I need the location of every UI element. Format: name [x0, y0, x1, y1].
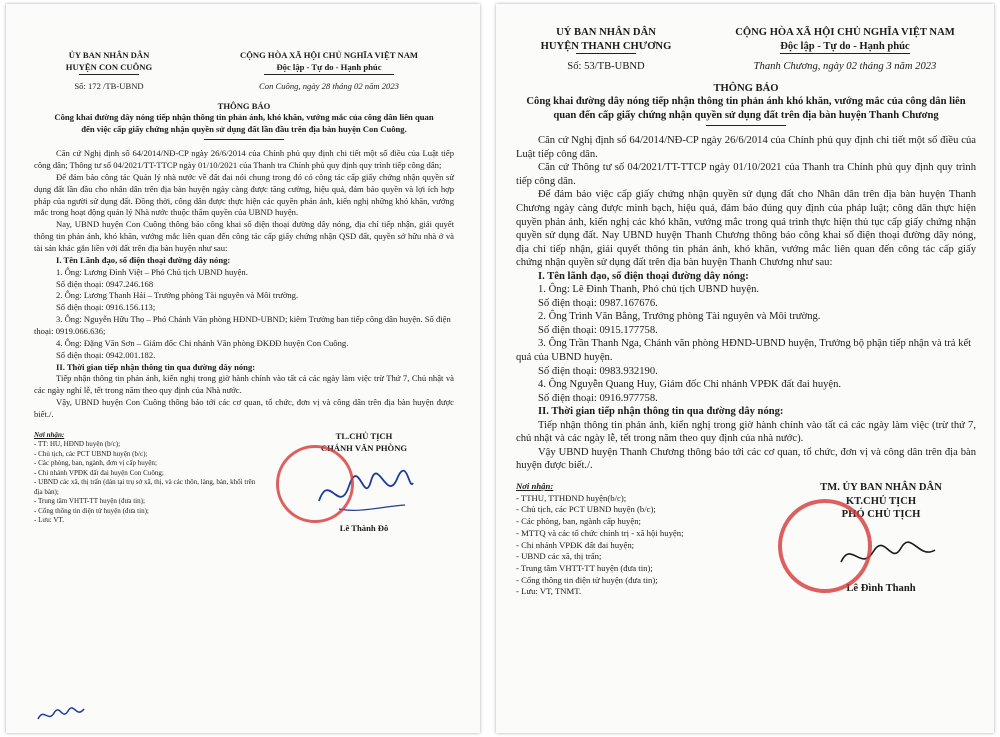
document-con-cuong	[6, 4, 480, 733]
recipient-item: - Chủ tịch, các PCT UBND huyện (b/c);	[34, 449, 148, 458]
paragraph: Để đảm bảo công tác Quản lý nhà nước về đất đai nói chung trong đó có công tác cấp giấy chứng nhận quyền sử dụng đất lần đầu cho nhân dân trên địa bàn huyện ngày càng được tăng cường, hiệu quả, đảm bảo quyền và lợi ích hợp pháp của người sử dụng đất. Đồng thời, công dân được thực hiện các quyền phản ánh, kiến nghị những khó khăn, vướng mắc trong hoạt động quản lý Nhà nước thuộc thẩm quyền của UBND huyện.	[34, 171, 454, 218]
country-line2: Độc lập - Tự do - Hạnh phúc	[276, 61, 382, 72]
agency-block	[34, 50, 184, 75]
country-block	[714, 26, 976, 54]
recipient-item: - Trung tâm VHTT-TT huyện (đưa tin);	[516, 562, 653, 573]
recipient-item: - Lưu: VT.	[34, 516, 64, 525]
recipient-item: - Cổng thông tin điện tử huyện (đưa tin);	[516, 574, 658, 585]
divider	[780, 53, 910, 54]
paragraph: Căn cứ Thông tư số 04/2021/TT-TTCP ngày 01/10/2021 của Thanh tra Chính phủ quy định quy trình tiếp công dân.	[516, 162, 976, 187]
sign-line2: CHÁNH VĂN PHÒNG	[320, 442, 408, 453]
signature-block	[274, 431, 454, 535]
country-block	[204, 50, 454, 75]
paragraph: Tiếp nhận thông tin phản ánh, kiến nghị trong giờ hành chính vào tất cả các ngày làm việc (trừ thứ 7, chủ nhật và các ngày lễ, tết trong năm theo quy định của nhà nước).	[516, 419, 976, 445]
paragraph: Nay, UBND huyện Con Cuông thông báo công khai số điện thoại đường dây nóng, địa chỉ tiếp nhận, giải quyết thông tin phản ánh, khó khăn, vướng mắc liên quan đến công tác cấp giấy chứng nhận QSD đất, quyền sở hữu nhà ở và tài sản khác gắn liền với đất trên địa bàn huyện như sau:	[34, 219, 454, 254]
doc-title: THÔNG BÁO	[713, 82, 779, 94]
doc-number: Số: 172 /TB-UBND	[74, 80, 144, 91]
recipients-label: Nơi nhận:	[34, 430, 65, 439]
recipient-item: - UBND các xã, thị trấn;	[516, 551, 602, 562]
recipients-block	[516, 481, 766, 598]
recipient-item: - Chủ tịch, các PCT UBND huyện (b/c);	[516, 504, 656, 515]
header	[516, 26, 976, 54]
number-date-row	[516, 60, 976, 74]
list-item: 1. Ông: Lê Đình Thanh, Phó chủ tịch UBND huyện.	[538, 284, 760, 296]
country-line1: CỘNG HÒA XÃ HỘI CHỦ NGHĨA VIỆT NAM	[239, 50, 419, 60]
agency-line1: UỶ BAN NHÂN DÂN	[556, 27, 656, 38]
doc-date: Thanh Chương, ngày 02 tháng 3 năm 2023	[753, 61, 937, 73]
doc-number: Số: 53/TB-UBND	[567, 61, 645, 73]
sign-line1: TM. ỦY BAN NHÂN DÂN	[820, 481, 942, 493]
recipients-label: Nơi nhận:	[516, 480, 554, 491]
list-item: Số điện thoại: 0947.246.168	[56, 278, 154, 289]
list-item: 3. Ông: Nguyễn Hữu Thọ – Phó Chánh Văn phòng HĐND-UBND; kiêm Trưởng ban tiếp công dân huyện. Số điện thoại: 0919.066.636;	[34, 314, 451, 337]
country-line1: CỘNG HÒA XÃ HỘI CHỦ NGHĨA VIỆT NAM	[735, 27, 955, 38]
number-date-row	[34, 81, 454, 93]
footer	[516, 481, 976, 598]
recipient-item: - TT: HU, HĐND huyện (b/c);	[34, 440, 121, 449]
list-item: Số điện thoại: 0916.977758.	[538, 392, 658, 404]
list-item: 4. Ông: Đặng Văn Sơn – Giám đốc Chi nhánh Văn phòng ĐKĐĐ huyện Con Cuông.	[56, 337, 349, 348]
section-heading: II. Thời gian tiếp nhận thông tin qua đường dây nóng:	[56, 361, 256, 372]
divider	[79, 74, 139, 75]
doc-subject: Công khai đường dây nóng tiếp nhận thông tin phản ánh khó khăn, vướng mắc của công dân liên quan đến cấp giấy chứng nhận quyền sử dụng đất trên địa bàn huyện Thanh Chương	[526, 96, 966, 121]
paragraph: Để đảm bảo việc cấp giấy chứng nhận quyền sử dụng đất cho Nhân dân trên địa bàn huyện Thanh Chương ngày càng được minh bạch, hiệu quả, đảm bảo đúng quy định của pháp luật; công dân thực hiện quyền phản ánh, kiến nghị các khó khăn, vướng mắc trong quá trình thực hiện thủ tục cấp giấy chứng nhận quyền sử dụng đất. Nay UBND huyện Thanh Chương thông báo công khai số điện thoại đường dây nóng, địa chỉ tiếp nhận, giải quyết thông tin phản ánh, khó khăn, vướng mắc liên quan đến công tác cấp giấy chứng nhận quyền sử dụng đất trên địa bàn huyện Thanh Chương như sau:	[516, 189, 976, 269]
list-item: 3. Ông Trần Thanh Nga, Chánh văn phòng HĐND-UBND huyện, Trưởng bộ phận tiếp nhận và trả kết quả của UBND huyện.	[516, 338, 972, 364]
paragraph: Vậy UBND huyện Thanh Chương thông báo tới các cơ quan, tổ chức, đơn vị và công dân trên địa bàn huyện được biết./.	[516, 446, 976, 472]
sign-line2: KT.CHỦ TỊCH	[845, 495, 917, 507]
section-heading: I. Tên Lãnh đạo, số điện thoại đường dây nóng:	[56, 254, 231, 265]
official-stamp	[276, 445, 354, 523]
sign-line3: PHÓ CHỦ TỊCH	[841, 509, 921, 521]
recipient-item: - TTHU, TTHĐND huyện(b/c);	[516, 492, 627, 503]
paragraph: Căn cứ Nghị định số 64/2014/NĐ-CP ngày 26/6/2014 của Chính phủ quy định chi tiết một số điều của Luật tiếp công dân.	[516, 135, 976, 160]
signer-name: Lê Thành Đô	[339, 522, 389, 533]
list-item: 2. Ông: Lương Thanh Hải – Trưởng phòng Tài nguyên và Môi trường.	[56, 290, 299, 301]
official-stamp	[778, 499, 872, 593]
recipient-item: - Các phòng, ban, ngành, đơn vị cấp huyện;	[34, 459, 157, 468]
divider	[204, 139, 284, 140]
section-heading: II. Thời gian tiếp nhận thông tin qua đường dây nóng:	[538, 406, 784, 418]
recipient-item: - MTTQ và các tổ chức chính trị - xã hội huyện;	[516, 527, 684, 538]
recipient-item: - Các phòng, ban, ngành cấp huyện;	[516, 516, 641, 527]
doc-title: THÔNG BÁO	[217, 100, 271, 111]
sign-line1: TL.CHỦ TỊCH	[335, 430, 393, 441]
list-item: 4. Ông Nguyễn Quang Huy, Giám đốc Chi nhánh VPĐK đất đai huyện.	[538, 379, 842, 391]
initials-signature	[36, 703, 86, 725]
signature-block	[786, 481, 976, 598]
recipients-block	[34, 431, 264, 535]
agency-line2: HUYỆN CON CUÔNG	[65, 61, 153, 72]
recipient-item: - Lưu: VT, TNMT.	[516, 586, 582, 597]
paragraph: Tiếp nhận thông tin phản ánh, kiến nghị trong giờ hành chính vào tất cả các ngày làm việc trừ Thứ 7, Chủ nhật và các ngày nghỉ lễ, tết trong năm theo quy định của Nhà nước.	[34, 373, 454, 396]
recipient-item: - Trung tâm VHTT-TT huyện (đưa tin);	[34, 497, 145, 506]
header	[34, 50, 454, 75]
country-line2: Độc lập - Tự do - Hạnh phúc	[780, 40, 910, 52]
doc-date: Con Cuông, ngày 28 tháng 02 năm 2023	[259, 80, 399, 91]
doc-subject: Công khai đường dây nóng tiếp nhận thông tin phản ánh, khó khăn, vướng mắc của công dân liên quan đến việc cấp giấy chứng nhận quyền sử dụng đất lần đầu trên địa bàn huyện Con Cuông.	[54, 112, 434, 135]
divider	[264, 74, 394, 75]
list-item: Số điện thoại: 0915.177758.	[538, 324, 658, 336]
signer-name: Lê Đình Thanh	[846, 582, 916, 594]
agency-block	[516, 26, 696, 54]
section-heading: I. Tên lãnh đạo, số điện thoại đường dây nóng:	[538, 270, 749, 282]
list-item: Số điện thoại: 0987.167676.	[538, 297, 658, 309]
list-item: Số điện thoại: 0983.932190.	[538, 365, 658, 377]
recipient-item: - Chi nhánh VPĐK đất đai huyện;	[516, 539, 635, 550]
list-item: 1. Ông: Lương Đình Việt – Phó Chủ tịch UBND huyện.	[56, 266, 248, 277]
list-item: Số điện thoại: 0942.001.182.	[56, 349, 156, 360]
document-thanh-chuong	[496, 4, 994, 733]
divider	[706, 125, 786, 126]
footer	[34, 431, 454, 535]
agency-line1: ỦY BAN NHÂN DÂN	[68, 50, 150, 60]
recipient-item: - Chi nhánh VPĐK đất đai huyện Con Cuông;	[34, 468, 164, 477]
recipient-item: - UBND các xã, thị trấn (dán tại trụ sở xã, thị, và các thôn, làng, bản, khối trên địa bàn);	[34, 478, 256, 496]
paragraph: Vậy, UBND huyện Con Cuông thông báo tới các cơ quan, tổ chức, đơn vị và công dân trên địa bàn huyện được biết./.	[34, 397, 454, 420]
paragraph: Căn cứ Nghị định số 64/2014/NĐ-CP ngày 26/6/2014 của Chính phủ quy định chi tiết một số điều của Luật tiếp công dân; Thông tư số 04/2021/TT-TTCP ngày 01/10/2021 của Thanh tra Chính phủ quy định quy trình tiếp công dân;	[34, 148, 454, 171]
recipient-item: - Cổng thông tin điện tử huyện (đưa tin);	[34, 506, 149, 515]
agency-line2: HUYỆN THANH CHƯƠNG	[540, 40, 672, 52]
divider	[576, 53, 636, 54]
list-item: 2. Ông Trình Văn Bằng, Trưởng phòng Tài nguyên và Môi trường.	[538, 311, 821, 323]
list-item: Số điện thoại: 0916.156.113;	[56, 302, 156, 313]
